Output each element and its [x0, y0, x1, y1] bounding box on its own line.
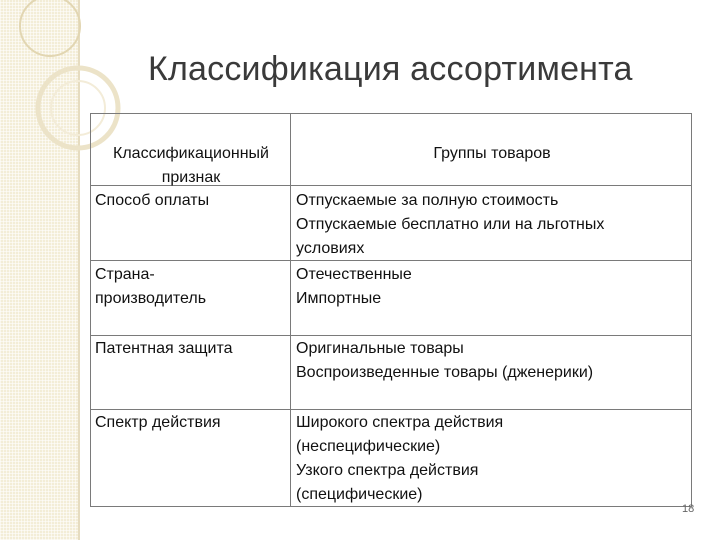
row-divider	[91, 335, 691, 336]
criterion-line: Страна-	[95, 266, 155, 283]
header-criterion-line: Классификационный	[113, 145, 269, 162]
groups-country	[296, 263, 688, 311]
group-line: условиях	[296, 240, 365, 257]
criterion-country	[95, 263, 287, 311]
header-criterion	[95, 142, 287, 190]
assortment-table	[90, 113, 692, 507]
page-number: 18	[682, 503, 695, 515]
slide-title: Классификация ассортимента	[148, 50, 633, 88]
criterion-payment	[95, 189, 287, 213]
criterion-patent	[95, 337, 287, 361]
criterion-line: Способ оплаты	[95, 192, 210, 209]
group-line: Воспроизведенные товары (дженерики)	[296, 364, 594, 381]
group-line: (неспецифические)	[296, 438, 441, 455]
group-line: Оригинальные товары	[296, 340, 464, 357]
row-divider	[91, 409, 691, 410]
group-line: Широкого спектра действия	[296, 414, 504, 431]
criterion-line: Патентная защита	[95, 340, 233, 357]
group-line: Отечественные	[296, 266, 412, 283]
header-groups	[296, 142, 688, 166]
group-line: (специфические)	[296, 486, 423, 503]
groups-patent	[296, 337, 688, 385]
groups-spectrum	[296, 411, 688, 507]
header-criterion-line: признак	[161, 169, 221, 186]
criterion-spectrum	[95, 411, 287, 435]
criterion-line: Спектр действия	[95, 414, 221, 431]
criterion-line: производитель	[95, 290, 207, 307]
column-divider	[290, 114, 291, 506]
group-line: Импортные	[296, 290, 382, 307]
group-line: Отпускаемые за полную стоимость	[296, 192, 559, 209]
group-line: Узкого спектра действия	[296, 462, 479, 479]
header-groups-label: Группы товаров	[433, 145, 551, 162]
groups-payment	[296, 189, 688, 261]
group-line: Отпускаемые бесплатно или на льготных	[296, 216, 605, 233]
